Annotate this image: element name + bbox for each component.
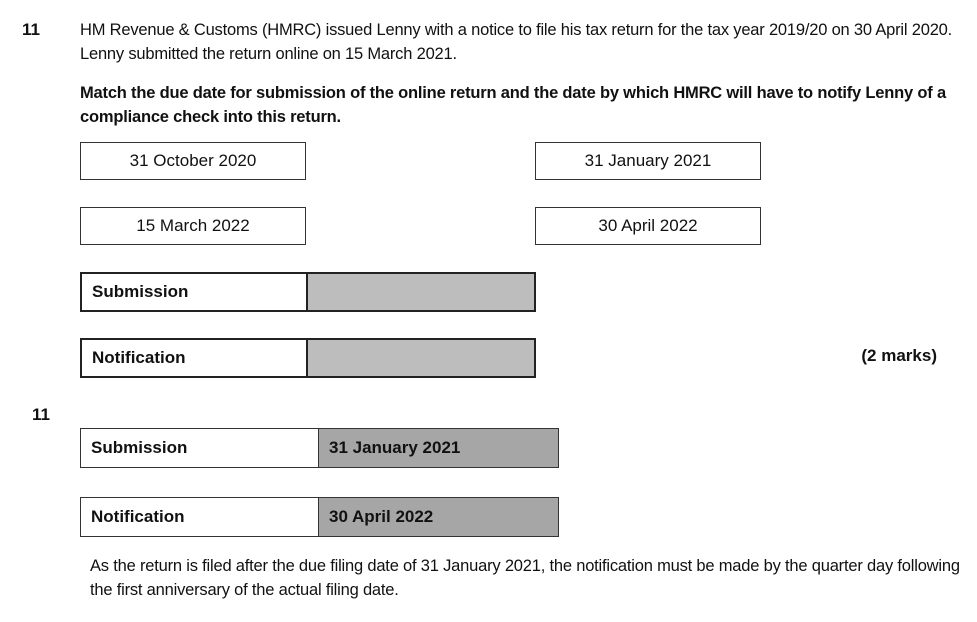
option-15-march-2022[interactable]: 15 March 2022 <box>80 207 306 245</box>
option-31-october-2020[interactable]: 31 October 2020 <box>80 142 306 180</box>
submission-label: Submission <box>82 274 308 310</box>
submission-drop-target[interactable] <box>308 274 534 310</box>
question-text: HM Revenue & Customs (HMRC) issued Lenny with a notice to file his tax return for the tax year 2019/20 on 30 April 2020. Lenny submitted the return online on 15 March 2021. <box>80 21 953 63</box>
answer-submission-label: Submission <box>81 429 319 467</box>
option-31-january-2021[interactable]: 31 January 2021 <box>535 142 761 180</box>
answer-notification-row <box>80 497 559 537</box>
answer-submission-row <box>80 428 559 468</box>
notification-label: Notification <box>82 340 308 376</box>
answer-notification-value: 30 April 2022 <box>319 498 558 536</box>
answer-explanation: As the return is filed after the due filing date of 31 January 2021, the notification must be made by the quarter day following the first anniversary of the actual filing date. <box>90 557 960 599</box>
marks-label: (2 marks) <box>861 346 937 365</box>
question-instruction: Match the due date for submission of the online return and the date by which HMRC will have to notify Lenny of a compliance check into this return. <box>80 84 946 126</box>
answer-number: 11 <box>32 405 50 424</box>
notification-match-row <box>80 338 536 378</box>
answer-submission-value: 31 January 2021 <box>319 429 558 467</box>
submission-match-row <box>80 272 536 312</box>
question-number: 11 <box>22 20 40 39</box>
notification-drop-target[interactable] <box>308 340 534 376</box>
answer-notification-label: Notification <box>81 498 319 536</box>
option-30-april-2022[interactable]: 30 April 2022 <box>535 207 761 245</box>
